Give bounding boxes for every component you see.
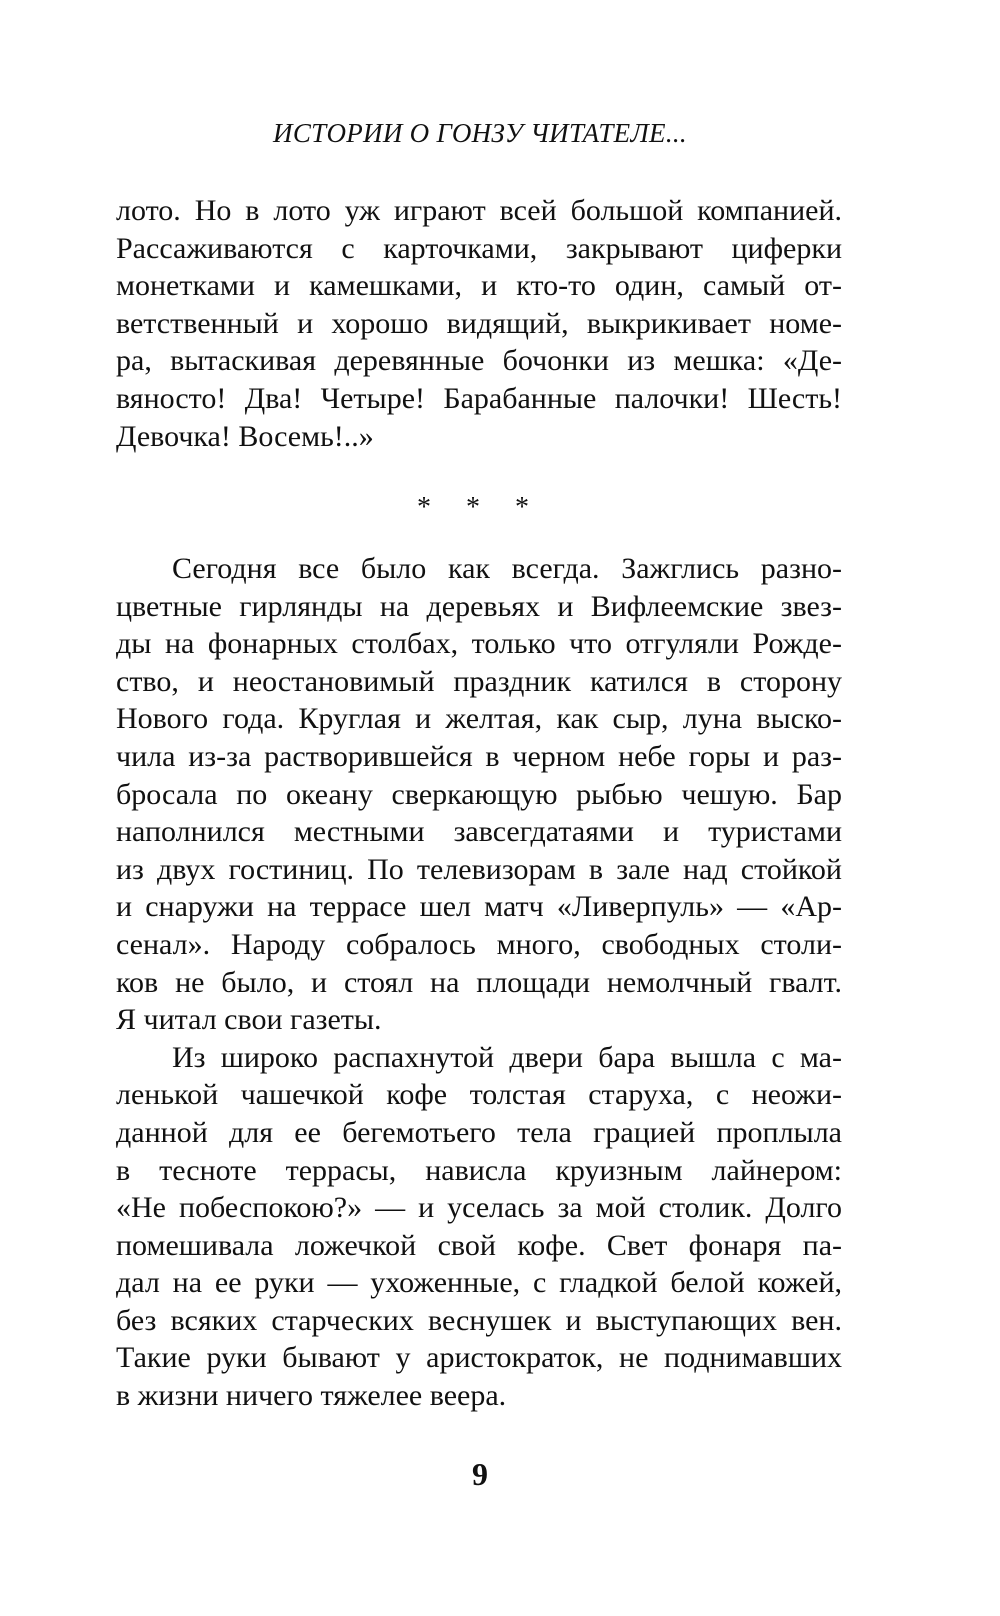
text-line: Из широко распахнутой двери бара вышла с ма- [172, 1040, 842, 1074]
text-line: из двух гостиниц. По телевизорам в зале над стойкой [116, 852, 842, 886]
text-line: помешивала ложечкой свой кофе. Свет фонаря па- [116, 1228, 842, 1262]
text-line: Нового года. Круглая и желтая, как сыр, луна выско- [116, 702, 842, 736]
text-line: Рассаживаются с карточками, закрывают циферки [116, 231, 842, 265]
text-line: наполнился местными завсегдатаями и туристами [116, 815, 842, 849]
text-line: «Не побеспокою?» — и уселась за мой столик. Долго [116, 1191, 842, 1225]
text-line: и снаружи на террасе шел матч «Ливерпуль» — «Ар- [116, 890, 842, 924]
section-separator: * * * [417, 492, 543, 523]
text-line: ра, вытаскивая деревянные бочонки из мешка: «Де- [116, 344, 842, 378]
text-line: вяносто! Два! Четыре! Барабанные палочки! Шесть! [116, 381, 842, 415]
text-line: ветственный и хорошо видящий, выкрикивает номе- [116, 306, 842, 340]
text-line: ды на фонарных столбах, только что отгуляли Рожде- [116, 627, 842, 661]
text-line: данной для ее бегемотьего тела грацией проплыла [116, 1115, 842, 1149]
text-line: ство, и неостановимый праздник катился в сторону [116, 664, 842, 698]
text-line: Девочка! Восемь!..» [116, 419, 374, 453]
text-line: ленькой чашечкой кофе толстая старуха, с неожи- [116, 1078, 842, 1112]
paragraphs-2-3 [116, 550, 842, 1415]
text-line: в тесноте террасы, нависла круизным лайнером: [116, 1153, 842, 1187]
text-line: дал на ее руки — ухоженные, с гладкой белой кожей, [116, 1266, 842, 1300]
text-line: лото. Но в лото уж играют всей большой компанией. [116, 194, 842, 227]
text-line: цветные гирлянды на деревьях и Вифлеемские звез- [116, 589, 842, 623]
text-line: монетками и камешками, и кто-то один, самый от- [116, 269, 842, 303]
text-line: чила из-за растворившейся в черном небе горы и раз- [116, 739, 842, 773]
text-line: ков не было, и стоял на площади немолчный гвалт. [116, 965, 842, 999]
running-head: ИСТОРИИ О ГОНЗУ ЧИТАТЕЛЕ... [273, 118, 687, 148]
text-line: сенал». Народу собралось много, свободных столи- [116, 927, 842, 961]
text-line: без всяких старческих веснушек и выступающих вен. [116, 1303, 842, 1337]
text-line: бросала по океану сверкающую рыбью чешую. Бар [116, 777, 842, 811]
paragraph-1 [116, 192, 842, 455]
text-line: Сегодня все было как всегда. Зажглись разно- [172, 552, 842, 585]
page-number: 9 [472, 1456, 488, 1492]
text-line: Такие руки бывают у аристократок, не поднимавших [116, 1341, 842, 1375]
text-line: в жизни ничего тяжелее веера. [116, 1379, 507, 1413]
text-line: Я читал свои газеты. [116, 1003, 382, 1037]
